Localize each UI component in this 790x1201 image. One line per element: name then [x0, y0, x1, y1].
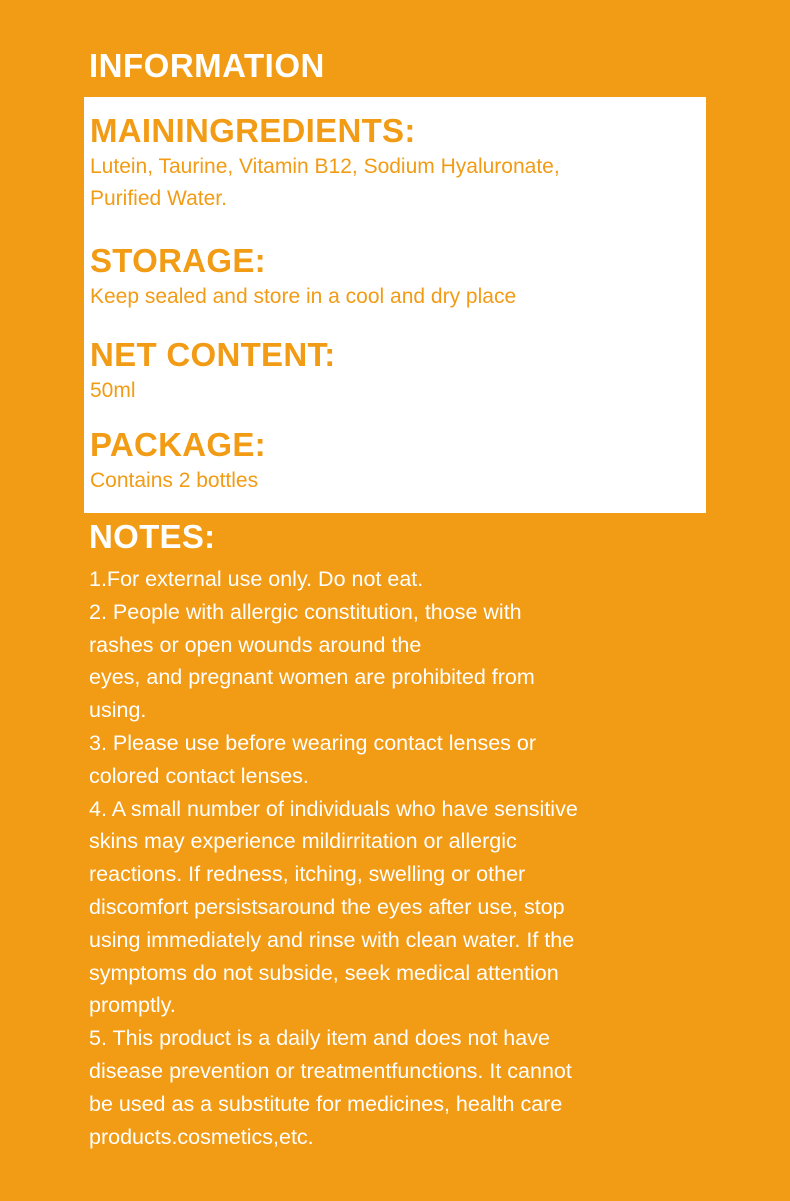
net-content-heading: NET CONTENT: — [90, 336, 336, 373]
package-section — [90, 425, 702, 497]
notes-line: eyes, and pregnant women are prohibited from — [89, 665, 535, 690]
notes-line: 2. People with allergic constitution, those with — [89, 599, 522, 624]
storage-section — [90, 241, 702, 313]
notes-line: reactions. If redness, itching, swelling or other — [89, 862, 526, 887]
storage-text: Keep sealed and store in a cool and dry place — [90, 285, 517, 308]
notes-heading: NOTES: — [89, 518, 216, 555]
notes-line: symptoms do not subside, seek medical attention — [89, 960, 559, 985]
notes-line: promptly. — [89, 993, 176, 1018]
notes-line: be used as a substitute for medicines, health care — [89, 1091, 563, 1116]
ingredients-heading: MAININGREDIENTS: — [90, 112, 416, 149]
package-heading: PACKAGE: — [90, 426, 266, 463]
notes-line: discomfort persistsaround the eyes after use, stop — [89, 894, 565, 919]
info-card — [84, 97, 706, 513]
storage-heading: STORAGE: — [90, 242, 266, 279]
notes-line: 3. Please use before wearing contact lenses or — [89, 730, 536, 755]
notes-line: using. — [89, 698, 147, 723]
notes-line: products.cosmetics,etc. — [89, 1124, 314, 1149]
notes-line: disease prevention or treatmentfunctions. It cannot — [89, 1058, 572, 1083]
net-content-section — [90, 335, 702, 407]
notes-line: skins may experience mildirritation or allergic — [89, 829, 517, 854]
net-content-text: 50ml — [90, 379, 136, 402]
ingredients-line: Lutein, Taurine, Vitamin B12, Sodium Hyaluronate, — [90, 155, 560, 178]
notes-line: colored contact lenses. — [89, 763, 309, 788]
ingredients-section — [90, 111, 702, 215]
notes-line: using immediately and rinse with clean water. If the — [89, 927, 575, 952]
notes-line: 5. This product is a daily item and does not have — [89, 1026, 550, 1051]
notes-line: 1.For external use only. Do not eat. — [89, 567, 424, 591]
notes-line: rashes or open wounds around the — [89, 632, 422, 657]
notes-section — [89, 517, 739, 1153]
notes-line: 4. A small number of individuals who have sensitive — [89, 796, 578, 821]
package-text: Contains 2 bottles — [90, 469, 259, 492]
ingredients-line: Purified Water. — [90, 187, 227, 210]
page-title: INFORMATION — [89, 47, 325, 84]
